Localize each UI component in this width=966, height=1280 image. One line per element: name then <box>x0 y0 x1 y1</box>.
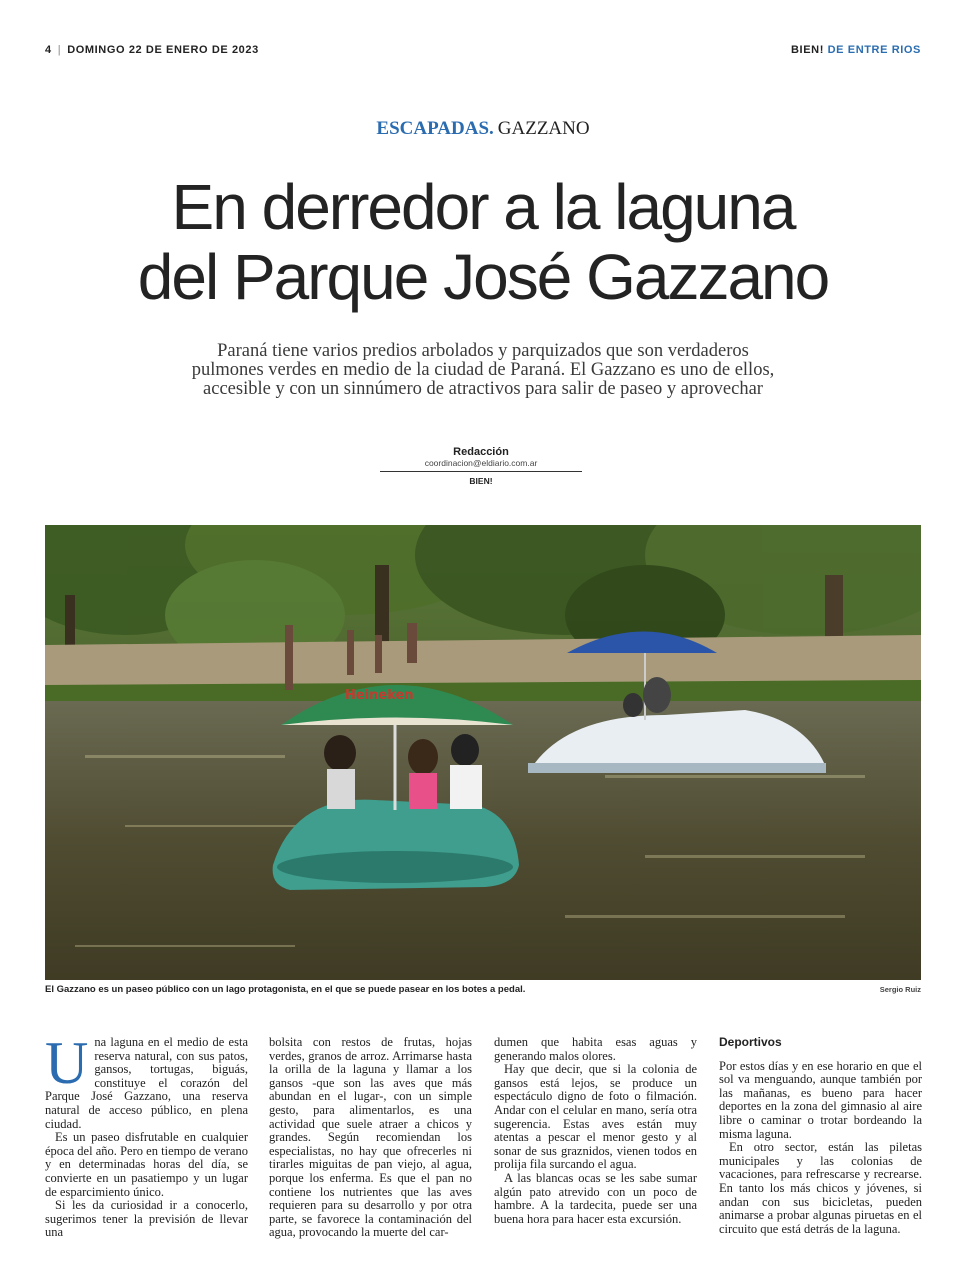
article-paragraph: bolsita con restos de frutas, hojas verdes, granos de arroz. Arrimarse hasta la orilla de la laguna y llamar a los gansos -que son las aves que más abundan en el lugar-, con un simple gesto, para alimentarlos, es una actividad que suele atraer a chicos y grandes. Según recomiendan los especialistas, no hay que ofrecerles ni tirarles miguitas de pan viejo, al agua, porque los enferma. Es que el pan no contiene los nutrientes que las aves requieren para su desarrollo y por otra parte, se favorece la contaminación del agua, provocando la muerte del car- <box>269 1035 472 1240</box>
page-folio <box>45 44 259 56</box>
publication-name <box>791 44 921 56</box>
article-paragraph: Si les da curiosidad ir a conocerlo, sugerimos tener la previsión de llevar una <box>45 1198 248 1240</box>
article-column-4 <box>719 1036 922 1236</box>
umbrella-brand: Heineken <box>345 688 414 703</box>
article-column-2 <box>269 1036 472 1240</box>
dropcap: U <box>45 1030 89 1096</box>
kicker-topic: GAZZANO <box>497 118 590 139</box>
byline-email: coordinacion@eldiario.com.ar <box>380 458 582 472</box>
article-paragraph: Por estos días y en ese horario en que el sol va menguando, aunque también por las mañanas, es bueno para hacer deportes en la zona del gimnasio al aire libre o caminar o trotar bordeando la misma laguna. <box>719 1058 922 1141</box>
page-number: 4 <box>45 44 52 56</box>
article-paragraph <box>45 1030 248 1131</box>
paragraph-text: na laguna en el medio de esta reserva natural, con sus patos, gansos, tortugas, biguás, constituye el corazón del Parque José Gazzano, una reserva natural de acceso público, en plena ciudad. <box>45 1035 248 1131</box>
article-paragraph: A las blancas ocas se les sabe sumar algún pato atrevido con un poco de hambre. A la tardecita, puede ser una buena hora para hacer esta excursión. <box>494 1170 697 1226</box>
headline <box>40 172 926 312</box>
deck-line-3: accesible y con un sinnúmero de atractivos para salir de paseo y aprovechar <box>203 379 763 399</box>
deck-line-2: pulmones verdes en medio de la ciudad de Paraná. El Gazzano es uno de ellos, <box>191 360 775 380</box>
photo-credit: Sergio Ruiz <box>879 985 921 994</box>
byline <box>380 446 582 486</box>
byline-author: Redacción <box>453 446 509 458</box>
subhead: Deportivos <box>719 1035 782 1049</box>
lake-photo <box>45 525 921 980</box>
issue-date: DOMINGO 22 DE ENERO DE 2023 <box>67 44 259 56</box>
deck-line-1: Paraná tiene varios predios arbolados y parquizados que son verdaderos <box>217 341 749 361</box>
headline-line-1: En derredor a la laguna <box>171 171 795 243</box>
article-paragraph: Hay que decir, que si la colonia de gansos está lejos, se produce un espectáculo digno de foto o filmación. Andar con el celular en mano, sería otra sugerencia. Estas aves están muy atentas a pescar el menor gesto y al sonar de sus graznidos, vienen todos en prolija fila surcando el agua. <box>494 1062 697 1172</box>
article-paragraph: Es un paseo disfrutable en cualquier época del año. Pero en tiempo de verano y en determinadas horas del día, se convierte en un pasatiempo y un lugar de esparcimiento único. <box>45 1130 248 1199</box>
brand-name: BIEN! <box>791 44 824 56</box>
article-paragraph: En otro sector, están las piletas municipales y las colonias de vacaciones, para refrescarse y recrearse. En tanto los más chicos y jóvenes, si andan con sus bicicletas, pueden animarse a probar algunas piruetas en el circuito que está detrás de la laguna. <box>719 1140 922 1236</box>
deck <box>150 342 816 399</box>
region-name: DE ENTRE RIOS <box>827 44 921 56</box>
photo-caption: El Gazzano es un paseo público con un lago protagonista, en el que se puede pasear en los botes a pedal. <box>45 984 526 995</box>
folio-separator: | <box>57 44 62 56</box>
article-column-1 <box>45 1030 248 1240</box>
headline-line-2: del Parque José Gazzano <box>137 241 829 313</box>
article-paragraph: dumen que habita esas aguas y generando malos olores. <box>494 1035 697 1063</box>
section-kicker <box>0 118 966 140</box>
kicker-section: ESCAPADAS. <box>376 118 494 139</box>
byline-publication: BIEN! <box>469 476 493 486</box>
article-column-3 <box>494 1036 697 1226</box>
